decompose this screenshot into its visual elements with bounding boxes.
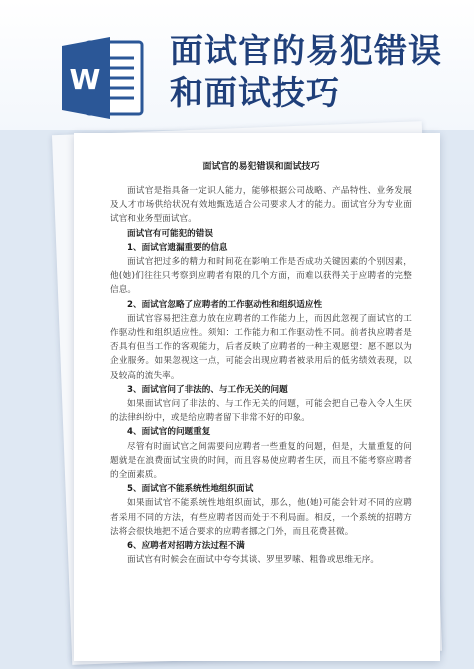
item-heading: 3、面试官问了非法的、与工作无关的问题 <box>127 384 288 395</box>
item-heading: 5、面试官不能系统性地组织面试 <box>127 484 254 495</box>
item-body: 面试官把过多的精力和时间花在影响工作是否成功关键因素的个别因素，他(她)们往往只考察到应聘者有限的几个方面，而难以获得关于应聘者的完整信息。 <box>110 257 412 296</box>
item-body: 如果面试官不能系统性地组织面试，那么，他(她)可能会针对不同的应聘者采用不同的方法，有些应聘者因而处于不利局面。相反，一个系统的招聘方法将会很快地把不适合要求的应聘者挪之门外，而且花费甚微。 <box>110 498 412 537</box>
section-heading: 面试官有可能犯的错误 <box>127 228 213 239</box>
banner-title <box>170 30 470 114</box>
banner-title-line2: 和面试技巧 <box>170 73 340 112</box>
item-body: 如果面试官问了非法的、与工作无关的问题，可能会把自己卷入令人生厌的法律纠纷中，或是给应聘者留下非常不好的印象。 <box>110 399 412 424</box>
item-heading: 4、面试官的问题重复 <box>127 427 211 438</box>
item-body: 面试官有时候会在面试中夸夸其谈、罗里罗嗦、粗鲁或思维无序。 <box>127 555 380 566</box>
document-page <box>74 133 440 661</box>
document-title: 面试官的易犯错误和面试技巧 <box>202 162 320 172</box>
word-document-icon <box>60 34 146 122</box>
intro-paragraph: 面试官是指具备一定识人能力，能够根据公司战略、产品特性、业务发展及人才市场供给状况有效地甄选适合公司要求人才的能力。面试官分为专业面试官和业务型面试官。 <box>110 186 412 225</box>
item-body: 尽管有时面试官之间需要问应聘者一些重复的问题，但是，大量重复的问题就是在浪费面试宝贵的时间，而且容易使应聘者生厌，而且不能考察应聘者的全面素质。 <box>110 441 412 481</box>
word-logo-letter: W <box>69 63 101 96</box>
item-body: 面试官容易把注意力放在应聘者的工作能力上，而因此忽视了面试官的工作驱动性和组织适应性。须知：工作能力和工作驱动性不同。前者执应聘者是否具有但当工作的客观能力，后者反映了应聘者的一种主观愿望：愿不愿以为企业服务。如果忽视这一点，可能会出现应聘者被录用后的低劣绩效表现，以及较高的流失率。 <box>110 313 412 381</box>
item-heading: 6、应聘者对招聘方法过程不满 <box>127 541 245 552</box>
item-heading: 2、面试官忽略了应聘者的工作驱动性和组织适应性 <box>127 299 323 310</box>
item-heading: 1、面试官遗漏重要的信息 <box>127 242 228 253</box>
banner-title-line1: 面试官的易犯错误 <box>170 31 442 70</box>
banner <box>0 0 474 130</box>
